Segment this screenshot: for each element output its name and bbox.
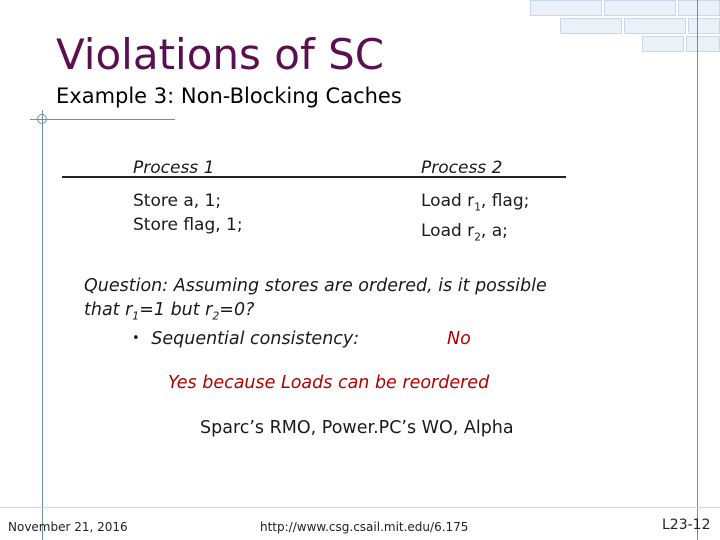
bullet-icon: • [132,331,140,346]
slide-subtitle: Example 3: Non-Blocking Caches [56,84,402,108]
process-2-line-2: Load $r_2$, a; [421,221,508,244]
question-text [84,274,547,329]
process-2-code [421,189,529,250]
explanation-text: Yes because Loads can be reordered [168,373,490,393]
sc-bullet [132,329,359,349]
sc-answer: No [447,329,471,349]
process-1-line-2: Store flag, 1; [133,215,243,235]
footer-url[interactable]: http://www.csg.csail.mit.edu/6.175 [260,520,469,534]
crosshair-icon [30,113,54,137]
right-vertical-rule [697,0,698,540]
left-vertical-rule [42,110,43,540]
process-1-code [133,189,243,237]
sc-bullet-text: Sequential consistency: [151,329,360,349]
process-1-line-1: Store a, 1; [133,191,222,211]
question-line-2: that $r_1=1$ but $r_2=0$? [84,300,255,323]
footer-date: November 21, 2016 [8,520,128,534]
slide-title: Violations of SC [56,30,385,79]
process-1-header: Process 1 [133,158,215,178]
process-2-header: Process 2 [421,158,503,178]
decorative-grid [530,0,720,60]
footer-page-number: L23-12 [662,517,711,533]
process-2-line-1: Load $r_1$, flag; [421,191,530,214]
question-line-1: Question: Assuming stores are ordered, is it possible [84,276,547,296]
footer-rule [0,507,720,508]
architectures-text: Sparc’s RMO, Power.PC’s WO, Alpha [200,418,514,438]
